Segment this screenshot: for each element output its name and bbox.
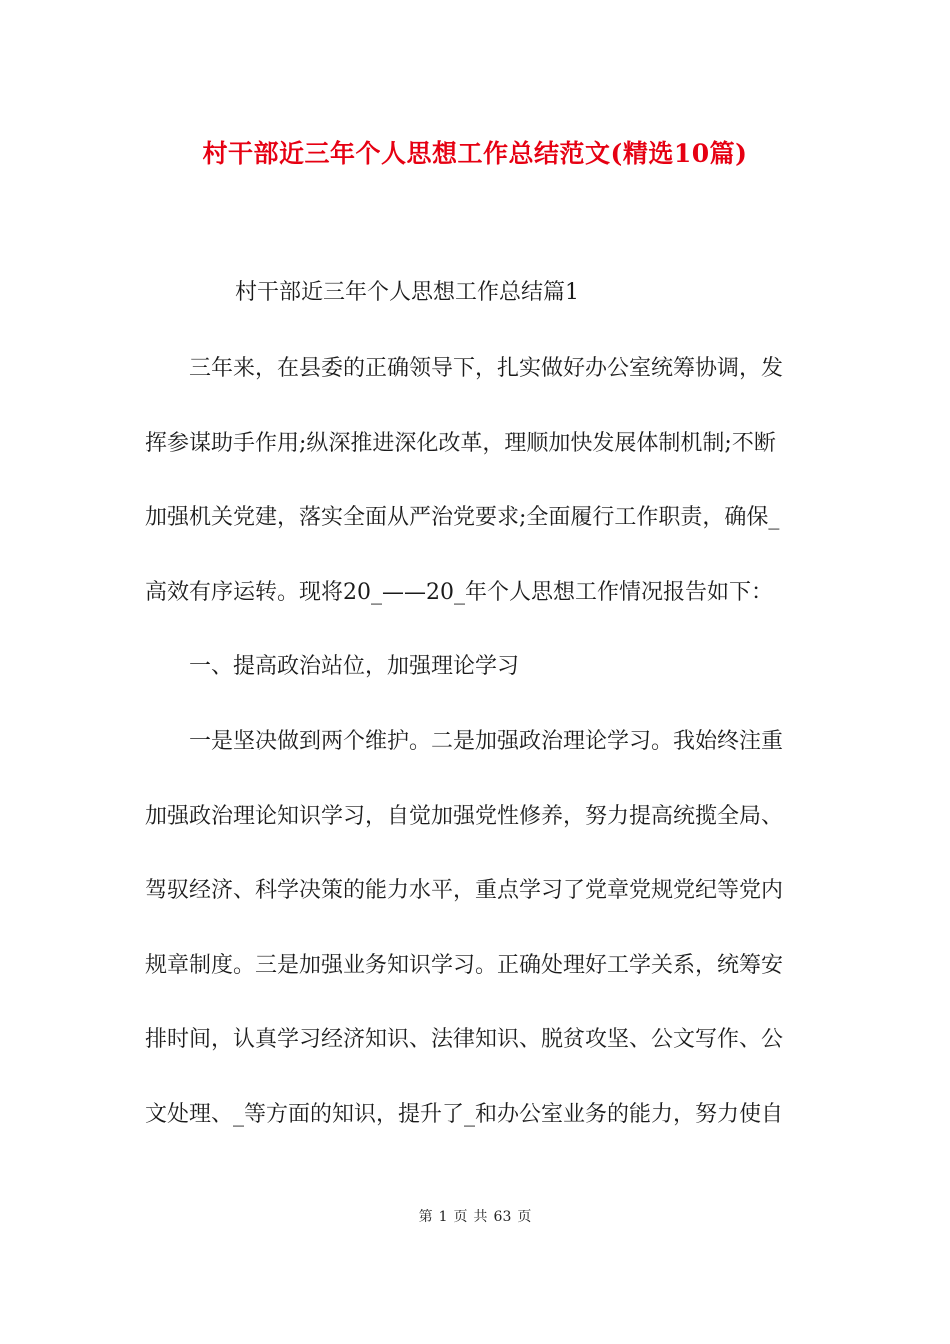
paragraph-2 — [145, 705, 810, 1152]
paragraph-line: 排时间，认真学习经济知识、法律知识、脱贫攻坚、公文写作、公 — [145, 1027, 784, 1052]
paragraph-line: 挥参谋助手作用;纵深推进深化改革，理顺加快发展体制机制;不断 — [145, 430, 776, 456]
footer-gong: 共 — [473, 1209, 488, 1225]
document-title: 村干部近三年个人思想工作总结范文(精选10篇) — [202, 139, 748, 168]
footer-ye-end: 页 — [517, 1209, 532, 1225]
paragraph-line: 一是坚决做到两个维护。二是加强政治理论学习。我始终注重 — [189, 729, 784, 754]
page-footer — [0, 1207, 950, 1227]
paragraph-line: 加强政治理论知识学习，自觉加强党性修养，努力提高统揽全局、 — [145, 803, 784, 829]
paragraph-line: 规章制度。三是加强业务知识学习。正确处理好工学关系，统筹安 — [145, 952, 784, 978]
footer-di: 第 — [418, 1209, 433, 1225]
paragraph-1 — [145, 332, 810, 630]
paragraph-line: 加强机关党建，落实全面从严治党要求;全面履行工作职责，确保_ — [145, 505, 780, 530]
paragraph-line: 高效有序运转。现将20_——20_年个人思想工作情况报告如下： — [145, 579, 773, 605]
footer-total-pages: 63 — [493, 1209, 512, 1225]
footer-current-page: 1 — [438, 1209, 448, 1225]
section-title: 村干部近三年个人思想工作总结篇1 — [235, 280, 579, 305]
footer-ye: 页 — [453, 1209, 468, 1225]
paragraph-line: 三年来，在县委的正确领导下，扎实做好办公室统筹协调，发 — [189, 356, 784, 381]
paragraph-line: 驾驭经济、科学决策的能力水平，重点学习了党章党规党纪等党内 — [145, 878, 784, 903]
paragraph-line: 文处理、_等方面的知识，提升了_和办公室业务的能力，努力使自 — [145, 1101, 784, 1127]
heading-1: 一、提高政治站位，加强理论学习 — [189, 654, 520, 679]
